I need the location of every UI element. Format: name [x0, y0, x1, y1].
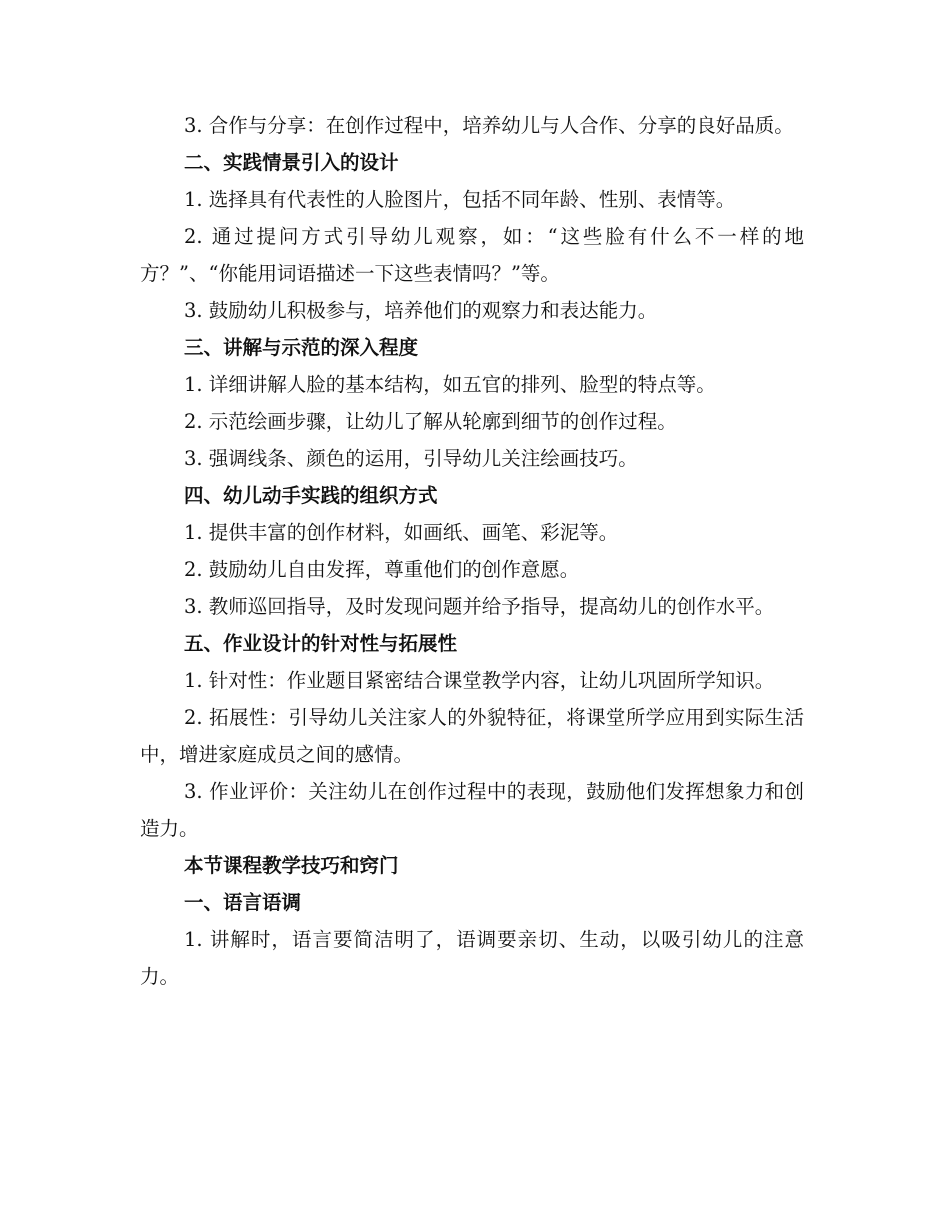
paragraph-targeted-homework: 1. 针对性：作业题目紧密结合课堂教学内容，让幼儿巩固所学知识。 [184, 669, 775, 692]
section-heading-language-tone: 一、语言语调 [184, 891, 302, 914]
paragraph-emphasize-lines-colors: 3. 强调线条、颜色的运用，引导幼儿关注绘画技巧。 [184, 447, 638, 470]
paragraph-demo-drawing-steps: 2. 示范绘画步骤，让幼儿了解从轮廓到细节的创作过程。 [184, 410, 677, 433]
paragraph-select-face-pictures: 1. 选择具有代表性的人脸图片，包括不同年龄、性别、表情等。 [184, 188, 736, 211]
section-heading-teaching-tips: 本节课程教学技巧和窍门 [184, 854, 399, 877]
paragraph-teacher-guidance: 3. 教师巡回指导，及时发现问题并给予指导，提高幼儿的创作水平。 [184, 595, 775, 618]
section-heading-scenario-design: 二、实践情景引入的设计 [184, 151, 399, 174]
paragraph-homework-evaluation: 3. 作业评价：关注幼儿在创作过程中的表现，鼓励他们发挥想象力和创造力。 [140, 780, 804, 840]
section-heading-explanation-demo: 三、讲解与示范的深入程度 [184, 336, 419, 359]
paragraph-encourage-participation: 3. 鼓励幼儿积极参与，培养他们的观察力和表达能力。 [184, 299, 658, 322]
paragraph-guide-observation: 2. 通过提问方式引导幼儿观察，如：“这些脸有什么不一样的地方？”、“你能用词语描述一下这些表情吗？”等。 [140, 225, 804, 285]
paragraph-provide-materials: 1. 提供丰富的创作材料，如画纸、画笔、彩泥等。 [184, 521, 619, 544]
paragraph-extended-homework: 2. 拓展性：引导幼儿关注家人的外貌特征，将课堂所学应用到实际生活中，增进家庭成员之间的感情。 [140, 706, 804, 766]
section-heading-homework-design: 五、作业设计的针对性与拓展性 [184, 632, 458, 655]
section-heading-hands-on-practice: 四、幼儿动手实践的组织方式 [184, 484, 438, 507]
document-body [140, 107, 804, 995]
paragraph-explain-face-structure: 1. 详细讲解人脸的基本结构，如五官的排列、脸型的特点等。 [184, 373, 716, 396]
paragraph-concise-language: 1. 讲解时，语言要简洁明了，语调要亲切、生动，以吸引幼儿的注意力。 [140, 928, 804, 988]
paragraph-cooperation-sharing: 3. 合作与分享：在创作过程中，培养幼儿与人合作、分享的良好品质。 [184, 114, 794, 137]
paragraph-free-expression: 2. 鼓励幼儿自由发挥，尊重他们的创作意愿。 [184, 558, 580, 581]
